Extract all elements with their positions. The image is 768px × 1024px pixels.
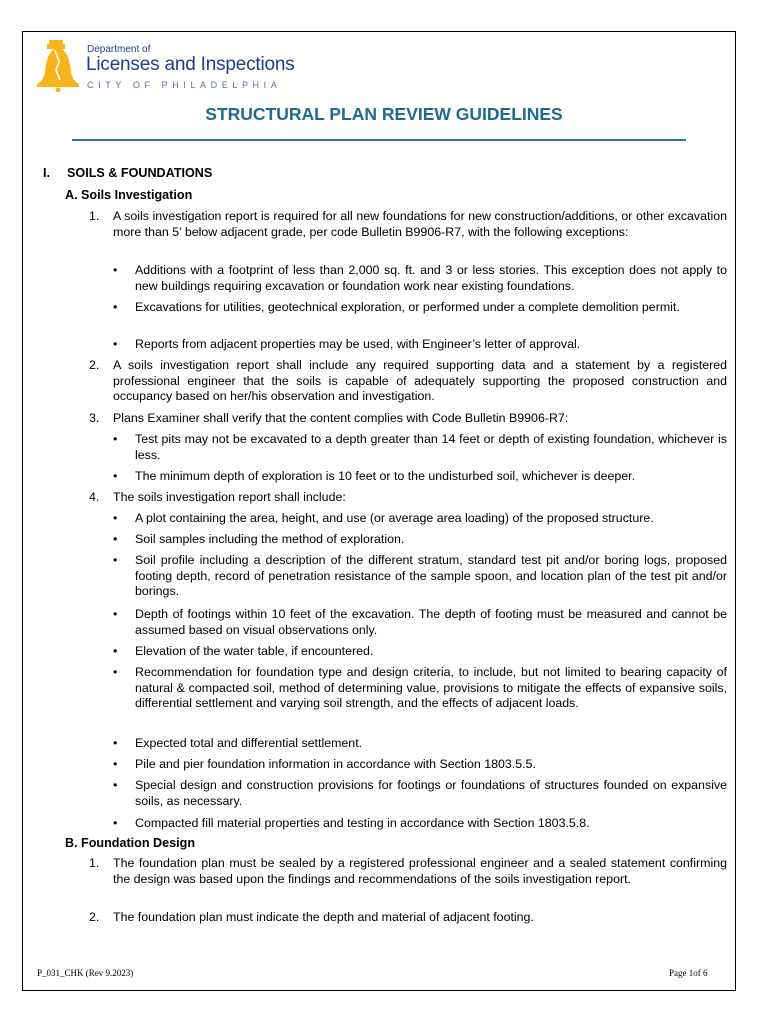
bullet-icon: • (113, 337, 118, 351)
bullet-icon: • (113, 757, 118, 771)
bullet-icon: • (113, 532, 118, 546)
item-text: The foundation plan must be sealed by a registered professional engineer and a sealed statement confirming the design was based upon the findings and recommendations of the soils investigation report. (113, 856, 727, 886)
bullet-icon: • (113, 644, 118, 658)
subsection-heading (65, 188, 192, 204)
item-text: A soils investigation report shall include any required supporting data and a statement by a registered professional engineer that the soils is capable of adequately supporting the proposed construction and occupancy based on her/his observation and investigation. (113, 358, 727, 403)
logo-department-text: Department of (87, 44, 151, 55)
subsection-letter: B. (65, 836, 78, 850)
subsection-letter: A. (65, 188, 78, 202)
bullet-text: Recommendation for foundation type and design criteria, to include, but not limited to bearing capacity of natural & compacted soil, method of determining value, provisions to mitigate the effects of expansive soils, differential settlement and varying soil strength, and the effects of adjacent loads. (135, 665, 727, 710)
bullet-text: Elevation of the water table, if encountered. (135, 644, 374, 658)
bullet-text: Special design and construction provisions for footings or foundations of structures founded on expansive soils, as necessary. (135, 778, 727, 808)
bullet-text: Depth of footings within 10 feet of the excavation. The depth of footing must be measured and cannot be assumed based on visual observations only. (135, 607, 727, 637)
item-number: 2. (89, 910, 100, 924)
logo-name-text: Licenses and Inspections (86, 54, 295, 75)
bullet-text: Test pits may not be excavated to a depth greater than 14 feet or depth of existing foundation, whichever is less. (135, 432, 727, 462)
item-number: 1. (89, 856, 100, 870)
page-number (669, 968, 708, 978)
section-title: SOILS & FOUNDATIONS (67, 166, 213, 180)
bullet-text: Soil profile including a description of the different stratum, standard test pit and/or boring logs, proposed footing depth, record of penetration resistance of the sample spoon, and location plan of the test pit and/or borings. (135, 553, 727, 598)
item-text: Plans Examiner shall verify that the content complies with Code Bulletin B9906-R7: (113, 411, 569, 425)
bullet-text: Additions with a footprint of less than 2,000 sq. ft. and 3 or less stories. This exception does not apply to new buildings requiring excavation or foundation work near existing foundations. (135, 263, 727, 293)
bullet-icon: • (113, 511, 118, 525)
page-of: of (693, 968, 701, 978)
subsection-title: Soils Investigation (81, 188, 193, 202)
page-title: STRUCTURAL PLAN REVIEW GUIDELINES (205, 104, 563, 124)
liberty-bell-icon (35, 40, 85, 92)
bullet-text: Compacted fill material properties and testing in accordance with Section 1803.5.8. (135, 816, 590, 830)
bullet-icon: • (113, 469, 118, 483)
bullet-text: Excavations for utilities, geotechnical exploration, or performed under a complete demolition permit. (135, 300, 680, 314)
page-current: 1 (688, 968, 694, 978)
item-text: The soils investigation report shall include: (113, 490, 346, 504)
bullet-text: Expected total and differential settlement. (135, 736, 363, 750)
bullet-text: A plot containing the area, height, and use (or average area loading) of the proposed structure. (135, 511, 654, 525)
title-divider (72, 139, 686, 141)
item-number: 1. (89, 209, 100, 223)
item-number: 2. (89, 358, 100, 372)
bullet-text: The minimum depth of exploration is 10 feet or to the undisturbed soil, whichever is deeper. (135, 469, 636, 483)
bullet-icon: • (113, 665, 118, 679)
page-label: Page (669, 968, 687, 978)
li-logo (35, 40, 315, 96)
logo-city-text: CITY OF PHILADELPHIA (87, 80, 282, 90)
bullet-icon: • (113, 778, 118, 792)
page-total: 6 (703, 968, 708, 978)
bullet-icon: • (113, 607, 118, 621)
item-text: A soils investigation report is required for all new foundations for new construction/additions, or other excavation more than 5’ below adjacent grade, per code Bulletin B9906-R7, with the following exceptions: (113, 209, 727, 239)
section-number: I. (43, 166, 50, 180)
bullet-icon: • (113, 736, 118, 750)
subsection-heading (65, 836, 195, 852)
bullet-icon: • (113, 300, 118, 314)
item-number: 3. (89, 411, 100, 425)
bullet-icon: • (113, 553, 118, 567)
section-heading (43, 166, 212, 182)
subsection-title: Foundation Design (81, 836, 196, 850)
bullet-text: Soil samples including the method of exploration. (135, 532, 405, 546)
item-text: The foundation plan must indicate the depth and material of adjacent footing. (113, 910, 534, 924)
bullet-icon: • (113, 816, 118, 830)
bullet-text: Reports from adjacent properties may be used, with Engineer’s letter of approval. (135, 337, 581, 351)
bullet-text: Pile and pier foundation information in accordance with Section 1803.5.5. (135, 757, 536, 771)
bullet-icon: • (113, 432, 118, 446)
bullet-icon: • (113, 263, 118, 277)
item-number: 4. (89, 490, 100, 504)
form-id: P_031_CHK (Rev 9.2023) (37, 968, 134, 978)
